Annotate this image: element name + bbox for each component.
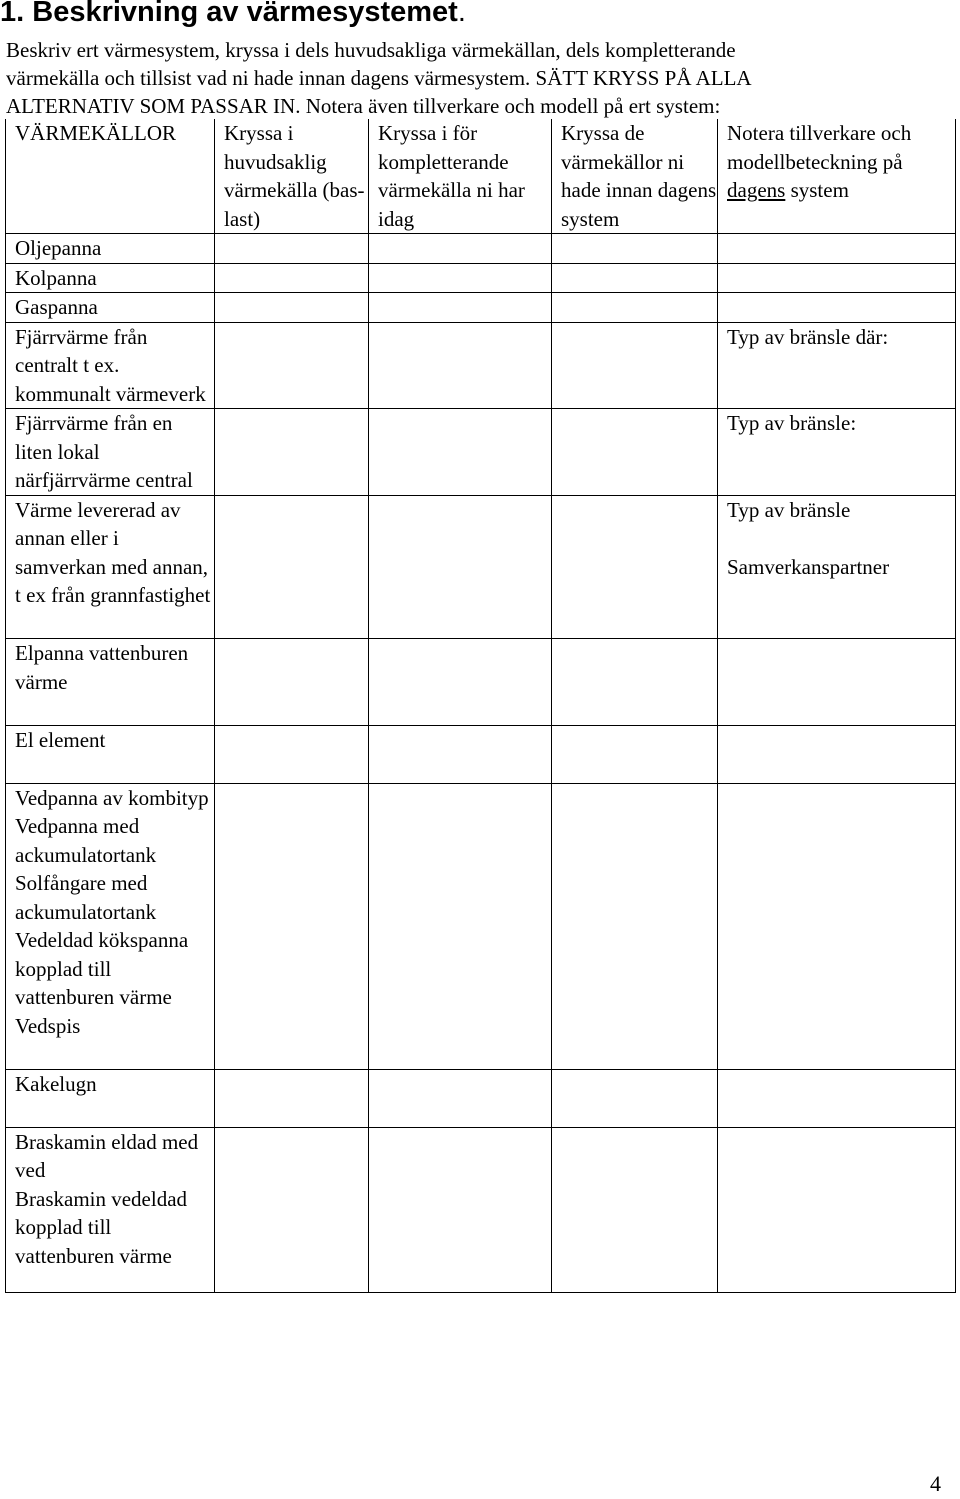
row-label: Kakelugn — [6, 1069, 215, 1127]
previous-checkbox-cell[interactable] — [552, 639, 718, 726]
main-source-checkbox-cell[interactable] — [215, 263, 369, 293]
header-previous-source: Kryssa de värmekällor ni hade innan dagens system — [552, 119, 718, 234]
row-label: El element — [6, 725, 215, 783]
instructions-line-2: värmekälla och tillsist vad ni hade innan dagens värmesystem. SÄTT KRYSS PÅ ALLA — [6, 66, 752, 90]
table-row — [6, 1127, 956, 1293]
main-source-checkbox-cell[interactable] — [215, 322, 369, 409]
instructions-line-1: Beskriv ert värmesystem, kryssa i dels huvudsakliga värmekällan, dels kompletterande — [6, 38, 736, 62]
header-heat-sources: VÄRMEKÄLLOR — [6, 119, 215, 234]
previous-checkbox-cell[interactable] — [552, 1069, 718, 1127]
notes-cell[interactable] — [718, 783, 956, 1069]
complementary-checkbox-cell[interactable] — [369, 639, 552, 726]
row-label: Oljepanna — [6, 234, 215, 264]
header-manufacturer-notes: Notera tillverkare och modellbeteckning på dagens system — [718, 119, 956, 234]
complementary-checkbox-cell[interactable] — [369, 1127, 552, 1293]
row-label: Värme levererad av annan eller i samverkan med annan, t ex från grannfastighet — [6, 495, 215, 639]
notes-cell[interactable]: Typ av bränsle där: — [718, 322, 956, 409]
row-label: Fjärrvärme från en liten lokal närfjärrvärme central — [6, 409, 215, 496]
table-row — [6, 725, 956, 783]
table-row — [6, 409, 956, 496]
notes-cell[interactable] — [718, 725, 956, 783]
table-row — [6, 1069, 956, 1127]
header-main-source: Kryssa i huvudsaklig värmekälla (bas- last) — [215, 119, 369, 234]
page-number: 4 — [930, 1471, 941, 1496]
table-row — [6, 639, 956, 726]
table-row — [6, 322, 956, 409]
table-row — [6, 495, 956, 639]
notes-cell[interactable] — [718, 1127, 956, 1293]
notes-cell[interactable]: Typ av bränsle: — [718, 409, 956, 496]
previous-checkbox-cell[interactable] — [552, 409, 718, 496]
row-label: Gaspanna — [6, 293, 215, 323]
complementary-checkbox-cell[interactable] — [369, 234, 552, 264]
previous-checkbox-cell[interactable] — [552, 322, 718, 409]
table-row — [6, 293, 956, 323]
row-label: Kolpanna — [6, 263, 215, 293]
previous-checkbox-cell[interactable] — [552, 1127, 718, 1293]
complementary-checkbox-cell[interactable] — [369, 725, 552, 783]
header-complementary-source: Kryssa i för kompletterande värmekälla ni har idag — [369, 119, 552, 234]
complementary-checkbox-cell[interactable] — [369, 293, 552, 323]
complementary-checkbox-cell[interactable] — [369, 322, 552, 409]
notes-cell[interactable]: Typ av bränsle Samverkanspartner — [718, 495, 956, 639]
previous-checkbox-cell[interactable] — [552, 725, 718, 783]
notes-cell[interactable] — [718, 639, 956, 726]
main-source-checkbox-cell[interactable] — [215, 293, 369, 323]
complementary-checkbox-cell[interactable] — [369, 783, 552, 1069]
main-source-checkbox-cell[interactable] — [215, 409, 369, 496]
section-heading: 1. Beskrivning av värmesystemet. — [0, 0, 466, 28]
previous-checkbox-cell[interactable] — [552, 234, 718, 264]
table-row — [6, 263, 956, 293]
row-label: Braskamin eldad med ved Braskamin vedeldad kopplad till vattenburen värme — [6, 1127, 215, 1293]
table-row — [6, 783, 956, 1069]
complementary-checkbox-cell[interactable] — [369, 263, 552, 293]
row-label: Vedpanna av kombityp Vedpanna med ackumulatortank Solfångare med ackumulatortank Vedeldad kökspanna kopplad till vattenburen värme Vedspis — [6, 783, 215, 1069]
notes-cell[interactable] — [718, 263, 956, 293]
previous-checkbox-cell[interactable] — [552, 495, 718, 639]
complementary-checkbox-cell[interactable] — [369, 409, 552, 496]
complementary-checkbox-cell[interactable] — [369, 495, 552, 639]
main-source-checkbox-cell[interactable] — [215, 725, 369, 783]
table-row — [6, 234, 956, 264]
main-source-checkbox-cell[interactable] — [215, 783, 369, 1069]
notes-cell[interactable] — [718, 293, 956, 323]
main-source-checkbox-cell[interactable] — [215, 1069, 369, 1127]
header-row — [6, 119, 956, 234]
instructions — [6, 36, 956, 120]
row-label: Elpanna vattenburen värme — [6, 639, 215, 726]
main-source-checkbox-cell[interactable] — [215, 639, 369, 726]
heating-source-table — [5, 119, 956, 1293]
previous-checkbox-cell[interactable] — [552, 293, 718, 323]
main-source-checkbox-cell[interactable] — [215, 234, 369, 264]
row-label: Fjärrvärme från centralt t ex. kommunalt värmeverk — [6, 322, 215, 409]
instructions-line-3: ALTERNATIV SOM PASSAR IN. Notera även tillverkare och modell på ert system: — [6, 94, 721, 118]
complementary-checkbox-cell[interactable] — [369, 1069, 552, 1127]
previous-checkbox-cell[interactable] — [552, 263, 718, 293]
notes-cell[interactable] — [718, 1069, 956, 1127]
notes-cell[interactable] — [718, 234, 956, 264]
previous-checkbox-cell[interactable] — [552, 783, 718, 1069]
main-source-checkbox-cell[interactable] — [215, 1127, 369, 1293]
main-source-checkbox-cell[interactable] — [215, 495, 369, 639]
